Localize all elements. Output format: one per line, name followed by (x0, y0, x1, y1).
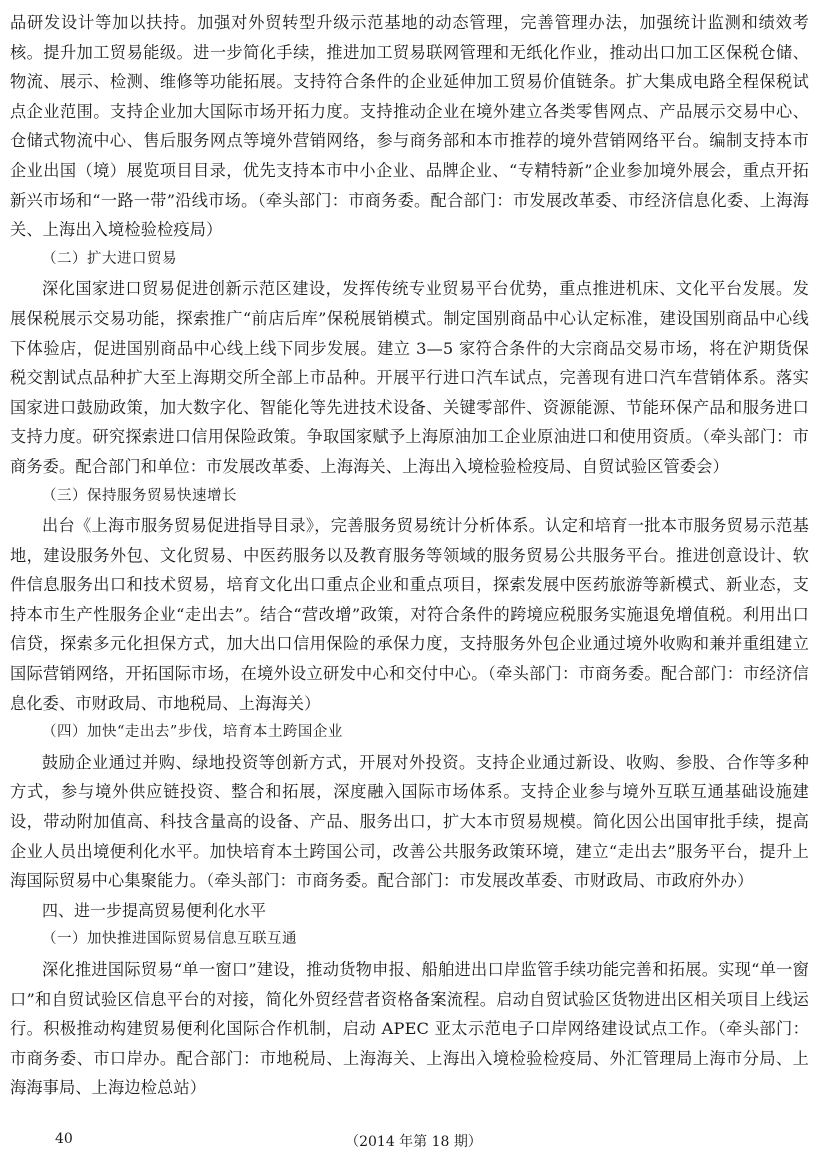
paragraph-continued: 品研发设计等加以扶持。加强对外贸转型升级示范基地的动态管理，完善管理办法，加强统计监测和绩效考核。提升加工贸易能级。进一步简化手续，推进加工贸易联网管理和无纸化作业，推动出口加工区保税仓储、物流、展示、检测、维修等功能拓展。支持符合条件的企业延伸加工贸易价值链条。扩大集成电路全程保税试点企业范围。支持企业加大国际市场开拓力度。支持推动企业在境外建立各类零售网点、产品展示交易中心、仓储式物流中心、售后服务网点等境外营销网络，参与商务部和本市推荐的境外营销网络平台。编制支持本市企业出国（境）展览项目目录，优先支持本市中小企业、品牌企业、“专精特新”企业参加境外展会，重点开拓新兴市场和“一路一带”沿线市场。（牵头部门：市商务委。配合部门：市发展改革委、市经济信息化委、上海海关、上海出入境检验检疫局） (10, 13, 809, 240)
subheading-service-trade: （三）保持服务贸易快速增长 (42, 487, 237, 504)
issue-label: （2014 年第 18 期） (345, 1134, 482, 1150)
paragraph-imports: 深化国家进口贸易促进创新示范区建设，发挥传统专业贸易平台优势，重点推进机床、文化平台发展。发展保税展示交易功能，探索推广“前店后库”保税展销模式。制定国别商品中心认定标准，建设国别商品中心线下体验店，促进国别商品中心线上线下同步发展。建立 3—5 家符合条件的大宗商品交易市场，将在沪期货保税交割试点品种扩大至上海期交所全部上市品种。开展平行进口汽车试点，完善现有进口汽车营销体系。落实国家进口鼓励政策，加大数字化、智能化等先进技术设备、关键零部件、资源能源、节能环保产品和服务进口支持力度。研究探索进口信用保险政策。争取国家赋予上海原油加工企业原油进口和使用资质。（牵头部门：市商务委。配合部门和单位：市发展改革委、上海海关、上海出入境检验检疫局、自贸试验区管委会） (10, 279, 809, 476)
page-number: 40 (55, 1131, 73, 1147)
paragraph-going-global: 鼓励企业通过并购、绿地投资等创新方式，开展对外投资。支持企业通过新设、收购、参股、合作等多种方式，参与境外供应链投资、整合和拓展，深度融入国际市场体系。支持企业参与境外互联互通基础设施建设，带动附加值高、科技含量高的设备、产品、服务出口，扩大本市贸易规模。简化因公出国审批手续，提高企业人员出境便利化水平。加快培育本土跨国公司，改善公共服务政策环境，建立“走出去”服务平台，提升上海国际贸易中心集聚能力。（牵头部门：市商务委。配合部门：市发展改革委、市财政局、市政府外办） (10, 752, 809, 891)
subheading-going-global: （四）加快“走出去”步伐，培育本土跨国企业 (42, 724, 343, 741)
subheading-info-interconnection: （一）加快推进国际贸易信息互联互通 (42, 931, 297, 948)
subheading-expand-imports: （二）扩大进口贸易 (42, 250, 177, 267)
section-heading-trade-facilitation: 四、进一步提高贸易便利化水平 (42, 900, 267, 920)
paragraph-service-trade: 出台《上海市服务贸易促进指导目录》，完善服务贸易统计分析体系。认定和培育一批本市服务贸易示范基地，建设服务外包、文化贸易、中医药服务以及教育服务等领域的服务贸易公共服务平台。推进创意设计、软件信息服务出口和技术贸易，培育文化出口重点企业和重点项目，探索发展中医药旅游等新模式、新业态，支持本市生产性服务企业“走出去”。结合“营改增”政策，对符合条件的跨境应税服务实施退免增值税。利用出口信贷，探索多元化担保方式，加大出口信用保险的承保力度，支持服务外包企业通过境外收购和兼并重组建立国际营销网络，开拓国际市场，在境外设立研发中心和交付中心。（牵头部门：市商务委。配合部门：市经济信息化委、市财政局、市地税局、上海海关） (10, 516, 809, 713)
paragraph-single-window: 深化推进国际贸易“单一窗口”建设，推动货物申报、船舶进出口岸监管手续功能完善和拓展。实现“单一窗口”和自贸试验区信息平台的对接，简化外贸经营者资格备案流程。启动自贸试验区货物进出区相关项目上线运行。积极推动构建贸易便利化国际合作机制，启动 APEC 亚太示范电子口岸网络建设试点工作。（牵头部门：市商务委、市口岸办。配合部门：市地税局、上海海关、上海出入境检验检疫局、外汇管理局上海市分局、上海海事局、上海边检总站） (10, 960, 809, 1098)
page-footer (0, 1131, 827, 1153)
body-text (10, 8, 809, 1103)
